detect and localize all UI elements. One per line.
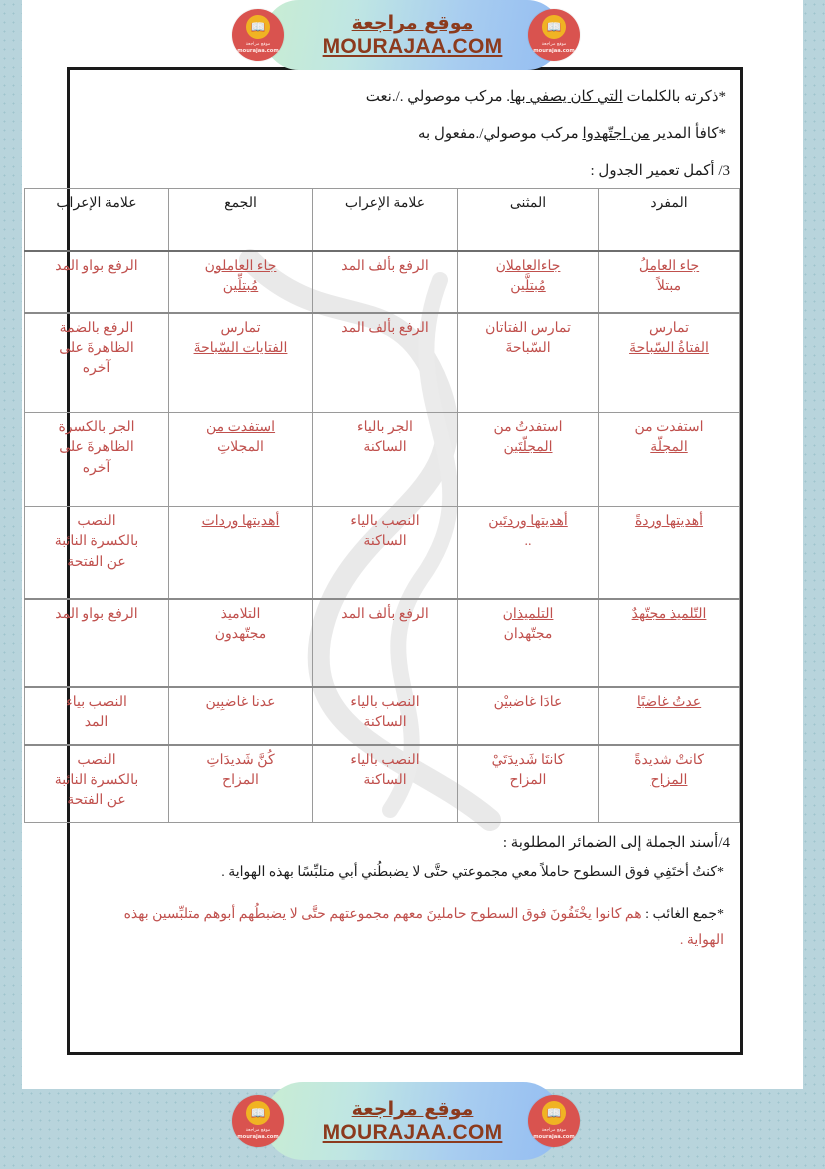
table-row bbox=[25, 251, 740, 313]
cell-jam: جاء العاملون مُبتلِّين bbox=[169, 251, 313, 313]
banner-site-url: MOURAJAA.COM bbox=[322, 1120, 503, 1144]
question-3-heading: 3/ أكمل تعمير الجدول : bbox=[590, 162, 730, 179]
cell-alama-2: الرفع بواو المد bbox=[25, 251, 169, 313]
line2-suffix: مركب موصولي/.مفعول به bbox=[418, 126, 583, 143]
table-header-row bbox=[25, 188, 740, 251]
cell-alama-1: الجر بالياء الساكنة bbox=[313, 413, 458, 507]
exercise-line-2 bbox=[70, 123, 740, 146]
cell-alama-1: النصب بالياء الساكنة bbox=[313, 687, 458, 745]
table-row bbox=[25, 687, 740, 745]
question-4-heading: 4/أسند الجملة إلى الضمائر المطلوبة : bbox=[502, 835, 730, 851]
logo-caption-right bbox=[533, 1128, 575, 1141]
cell-alama-1: النصب بالياء الساكنة bbox=[313, 507, 458, 599]
question-4-sentence: *كنتُ أختَفِي فوق السطوح حاملاً معي مجموعتي حتَّى لا يضبطُني أبي متلبِّسًا بهذه الهواية . bbox=[221, 865, 724, 880]
banner-arabic-text: موقع مراجعة bbox=[351, 1098, 474, 1120]
table-row bbox=[25, 313, 740, 413]
line2-prefix: *كافأ المدير bbox=[649, 126, 726, 143]
logo-caption-url: mourajaa.com bbox=[237, 48, 279, 54]
column-header-alama-2: علامة الإعراب bbox=[25, 188, 169, 251]
cell-mufrad: عدتُ غاضبًا bbox=[599, 687, 740, 745]
mourajaa-logo-icon-right bbox=[528, 9, 580, 61]
table-row bbox=[25, 745, 740, 823]
top-text-block bbox=[70, 70, 740, 180]
cell-jam: التلاميذ مجتّهدون bbox=[169, 599, 313, 687]
cell-alama-2: الرفع بواو المد bbox=[25, 599, 169, 687]
logo-caption-arabic: موقع مراجعة bbox=[245, 1127, 271, 1133]
cell-jam: استفدت من المجلاتِ bbox=[169, 413, 313, 507]
cell-alama-1: الرفع بألف المد bbox=[313, 599, 458, 687]
cell-alama-2: الجر بالكسرة الظاهرةَ على آخره bbox=[25, 413, 169, 507]
cell-alama-1: النصب بالياء الساكنة bbox=[313, 745, 458, 823]
logo-caption-url: mourajaa.com bbox=[237, 1134, 279, 1140]
conjugation-table bbox=[24, 188, 740, 824]
logo-book-icon: 📖 bbox=[246, 15, 270, 39]
cell-mufrad: تمارس الفتاةُ السّباحةَ bbox=[599, 313, 740, 413]
column-header-jam: الجمع bbox=[169, 188, 313, 251]
cell-alama-2: النصب بالكسرة النائبة عن الفتحة bbox=[25, 507, 169, 599]
logo-caption-url: mourajaa.com bbox=[533, 48, 575, 54]
bottom-promo-banner bbox=[0, 1082, 825, 1160]
cell-muthanna: تمارس الفتاتان السّباحةَ bbox=[458, 313, 599, 413]
banner-pill-top bbox=[264, 0, 562, 70]
answer-label: *جمع الغائب : bbox=[641, 906, 724, 922]
logo-caption-url: mourajaa.com bbox=[533, 1134, 575, 1140]
cell-muthanna: التلميذان مجتّهدان bbox=[458, 599, 599, 687]
table-body bbox=[25, 251, 740, 823]
cell-muthanna: أهديتها وردتَين .. bbox=[458, 507, 599, 599]
cell-mufrad: أهديتها وردةً bbox=[599, 507, 740, 599]
column-header-muthanna: المثنى bbox=[458, 188, 599, 251]
worksheet-frame bbox=[54, 67, 743, 1055]
column-header-mufrad: المفرد bbox=[599, 188, 740, 251]
cell-muthanna: جاءالعاملان مُبتلَّين bbox=[458, 251, 599, 313]
cell-muthanna: كانتَا شَديدَتَيْ المزاح bbox=[458, 745, 599, 823]
logo-book-icon: 📖 bbox=[246, 1101, 270, 1125]
cell-alama-1: الرفع بألف المد bbox=[313, 251, 458, 313]
line1-underlined: التي كان يصفي بها bbox=[510, 89, 623, 105]
table-row bbox=[25, 413, 740, 507]
cell-jam: أهديتها وردات bbox=[169, 507, 313, 599]
banner-arabic-text: موقع مراجعة bbox=[351, 12, 474, 34]
banner-pill-bottom bbox=[264, 1082, 562, 1160]
cell-mufrad: استفدت من المجلّة bbox=[599, 413, 740, 507]
cell-alama-2: النصب بياء المد bbox=[25, 687, 169, 745]
bottom-text-block bbox=[70, 823, 740, 954]
cell-jam: كُنَّ شَديدَاتِ المزاح bbox=[169, 745, 313, 823]
cell-alama-2: النصب بالكسرة النائبة عن الفتحة bbox=[25, 745, 169, 823]
logo-caption-arabic: موقع مراجعة bbox=[541, 41, 567, 47]
top-promo-banner bbox=[0, 0, 825, 70]
logo-caption-arabic: موقع مراجعة bbox=[541, 1127, 567, 1133]
cell-mufrad: جاء العاملُ مبتلاً bbox=[599, 251, 740, 313]
cell-alama-2: الرفع بالضمة الظاهرةَ على آخره bbox=[25, 313, 169, 413]
cell-mufrad: التّلميذ مجتّهدٌ bbox=[599, 599, 740, 687]
logo-caption-left bbox=[237, 1128, 279, 1141]
cell-alama-1: الرفع بألف المد bbox=[313, 313, 458, 413]
logo-book-icon: 📖 bbox=[542, 1101, 566, 1125]
cell-muthanna: عادَا غاضبيْن bbox=[458, 687, 599, 745]
line1-suffix: . مركب موصولي ./.نعت bbox=[365, 89, 511, 105]
cell-mufrad: كانتْ شديدةً المزاح bbox=[599, 745, 740, 823]
question-4-answer bbox=[70, 902, 740, 954]
line1-prefix: *ذكرته بالكلمات bbox=[622, 89, 726, 105]
logo-caption-right bbox=[533, 42, 575, 55]
column-header-alama-1: علامة الإعراب bbox=[313, 188, 458, 251]
cell-jam: تمارس الفتايات السّباحةَ bbox=[169, 313, 313, 413]
table-row bbox=[25, 507, 740, 599]
mourajaa-logo-icon-right bbox=[528, 1095, 580, 1147]
table-row bbox=[25, 599, 740, 687]
mourajaa-logo-icon-left bbox=[232, 9, 284, 61]
cell-muthanna: استفدتُ من المجلّتَين bbox=[458, 413, 599, 507]
logo-caption-left bbox=[237, 42, 279, 55]
logo-book-icon: 📖 bbox=[542, 15, 566, 39]
banner-site-url: MOURAJAA.COM bbox=[322, 34, 503, 58]
answer-text: هم كانوا يخْتَفُونَ فوق السطوح حاملينَ معهم مجموعتهم حتَّى لا يضبطُهم أبوهم متلبِّسين بهذه الهواية . bbox=[123, 906, 724, 948]
logo-caption-arabic: موقع مراجعة bbox=[245, 41, 271, 47]
mourajaa-logo-icon-left bbox=[232, 1095, 284, 1147]
cell-jam: عدنا غاضبِين bbox=[169, 687, 313, 745]
exercise-line-1 bbox=[70, 86, 740, 109]
line2-underlined: من اجتّهدوا bbox=[582, 126, 650, 143]
